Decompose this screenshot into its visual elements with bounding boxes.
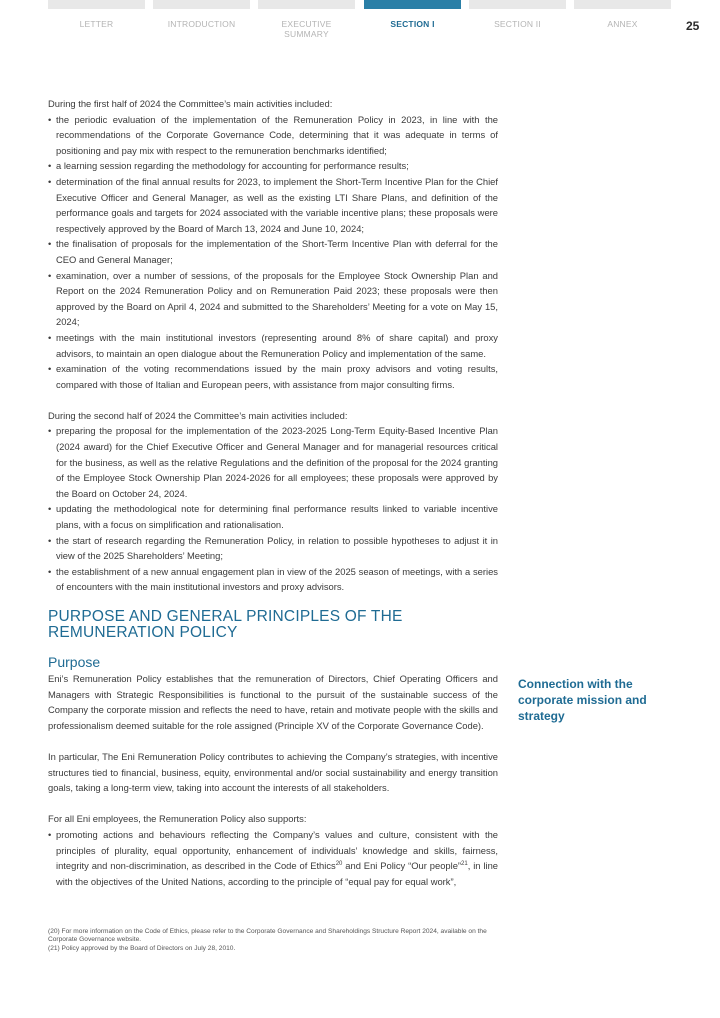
tab-annex[interactable] (574, 0, 671, 36)
footnotes (48, 928, 500, 953)
purpose-paragraph-2: In particular, The Eni Remuneration Policy contributes to achieving the Company’s strategies, with incentive structures tied to financial, business, equity, environmental and/or social sustainability and energy transition goals, taking a long-term view, taking into account the interests of all stakeholders. (48, 750, 498, 794)
footnote-ref[interactable]: 20 (335, 861, 343, 867)
list-item: • preparing the proposal for the implementation of the 2023-2025 Long-Term Equity-Based Incentive Plan (2024 award) for the Chief Executive Officer and General Manager and for managerial resources critical for the business, as well as the relative Regulations and the definition of the proposal for the 2024 granting of the Employee Stock Ownership Plan 2024-2026 for all employees; these proposals were approved by the Board on October 24, 2024. (48, 423, 498, 501)
footnote-ref[interactable]: 21 (461, 861, 468, 867)
tab-introduction[interactable] (153, 0, 250, 36)
main-content (48, 96, 498, 889)
page-number: 25 (686, 19, 700, 33)
tab-label: LETTER (79, 19, 114, 29)
sidenote: Connection with the corporate mission and strategy (518, 677, 647, 723)
tab-label: SECTION I (390, 19, 435, 29)
list-item: • examination of the voting recommendations issued by the main proxy advisors and voting results, compared with those of Italian and European peers, with assistance from major consulting firms. (48, 361, 498, 392)
list-item: • a learning session regarding the methodology for accounting for performance results; (48, 158, 498, 174)
tab-label: EXECUTIVE SUMMARY (281, 19, 332, 39)
bullet-text: promoting actions and behaviours reflecting the Company’s values and culture, consistent with the principles of plurality, equal opportunity, enhancement of individuals’ knowledge and skills, fairness, integrity and non-discrimination, as described in the Code of Ethics (56, 828, 498, 872)
tab-label: SECTION II (494, 19, 541, 29)
first-half-list (48, 112, 498, 393)
list-item: • the start of research regarding the Remuneration Policy, in relation to possible hypotheses to adjust it in view of the 2025 Shareholders’ Meeting; (48, 533, 498, 564)
list-item: • the establishment of a new annual engagement plan in view of the 2025 season of meetings, with a series of encounters with the main institutional investors and proxy advisors. (48, 564, 498, 595)
list-item: • the finalisation of proposals for the implementation of the Short-Term Incentive Plan with deferral for the CEO and General Manager; (48, 236, 498, 267)
footnote: (20) For more information on the Code of Ethics, please refer to the Corporate Governance and Shareholdings Structure Report 2024, available on the Corporate Governance website. (48, 928, 487, 944)
purpose-paragraph-3: For all Eni employees, the Remuneration Policy also supports: (48, 813, 307, 825)
tab-bar (153, 0, 250, 9)
tab-bar (574, 0, 671, 9)
tab-label: INTRODUCTION (167, 19, 236, 29)
section-heading (48, 609, 498, 641)
tab-section-ii[interactable] (469, 0, 566, 36)
second-half-intro: During the second half of 2024 the Committee’s main activities included: (48, 409, 348, 421)
footnote: (21) Policy approved by the Board of Directors on July 28, 2010. (48, 944, 236, 952)
list-item: • examination, over a number of sessions, of the proposals for the Employee Stock Ownership Plan and Report on the 2024 Remuneration Policy and on Remuneration Paid 2023; these proposals were then approved by the Board on April 4, 2024 and submitted to the Shareholders’ Meeting for a vote on May 15, 2024; (48, 268, 498, 330)
first-half-intro: During the first half of 2024 the Committee’s main activities included: (48, 98, 333, 109)
list-item: • meetings with the main institutional investors (representing around 8% of share capital) and proxy advisors, to maintain an open dialogue about the Remuneration Policy and implementation of the same. (48, 330, 498, 361)
second-half-list (48, 423, 498, 595)
tab-bar (469, 0, 566, 9)
list-item (48, 827, 498, 889)
tab-letter[interactable] (48, 0, 145, 36)
purpose-paragraph-1: Eni’s Remuneration Policy establishes that the remuneration of Directors, Chief Operating Officers and Managers with Strategic Responsibilities is functional to the pursuit of the sustainable success of the Company the corporate mission and reflects the need to have, retain and motivate people with the skills and professionalism deemed suitable for the role assigned (Principle XV of the Corporate Governance Code). (48, 673, 498, 731)
bullet-text: , in line with the objectives of the United Nations, according to the principle of “equal pay for equal work”, (56, 860, 498, 887)
tab-section-i[interactable] (364, 0, 461, 36)
tab-bar (48, 0, 145, 9)
tab-bar (258, 0, 355, 9)
bullet-text: and Eni Policy “Our people” (342, 860, 462, 872)
tab-executive-summary[interactable] (258, 0, 355, 39)
section-heading-line2: REMUNERATION POLICY (48, 624, 238, 641)
subsection-heading: Purpose (48, 654, 101, 670)
tab-label: ANNEX (607, 19, 638, 29)
section-navigation (48, 0, 671, 39)
list-item: • determination of the final annual results for 2023, to implement the Short-Term Incentive Plan for the Chief Executive Officer and General Manager, as well as the existing LTI Share Plans, and definition of the performance goals and targets for 2024 associated with the variable incentive plans; these proposals were respectively approved by the Board of March 13, 2024 and June 10, 2024; (48, 174, 498, 236)
section-heading-line1: PURPOSE AND GENERAL PRINCIPLES OF THE (48, 608, 403, 625)
purpose-list (48, 827, 498, 889)
tab-bar (364, 0, 461, 9)
list-item: • updating the methodological note for determining final performance results linked to variable incentive plans, with a focus on simplification and rationalisation. (48, 501, 498, 532)
list-item: • the periodic evaluation of the implementation of the Remuneration Policy in 2023, in line with the recommendations of the Corporate Governance Code, determining that it was adequate in terms of positioning and pay mix with respect to the remuneration benchmarks identified; (48, 112, 498, 159)
